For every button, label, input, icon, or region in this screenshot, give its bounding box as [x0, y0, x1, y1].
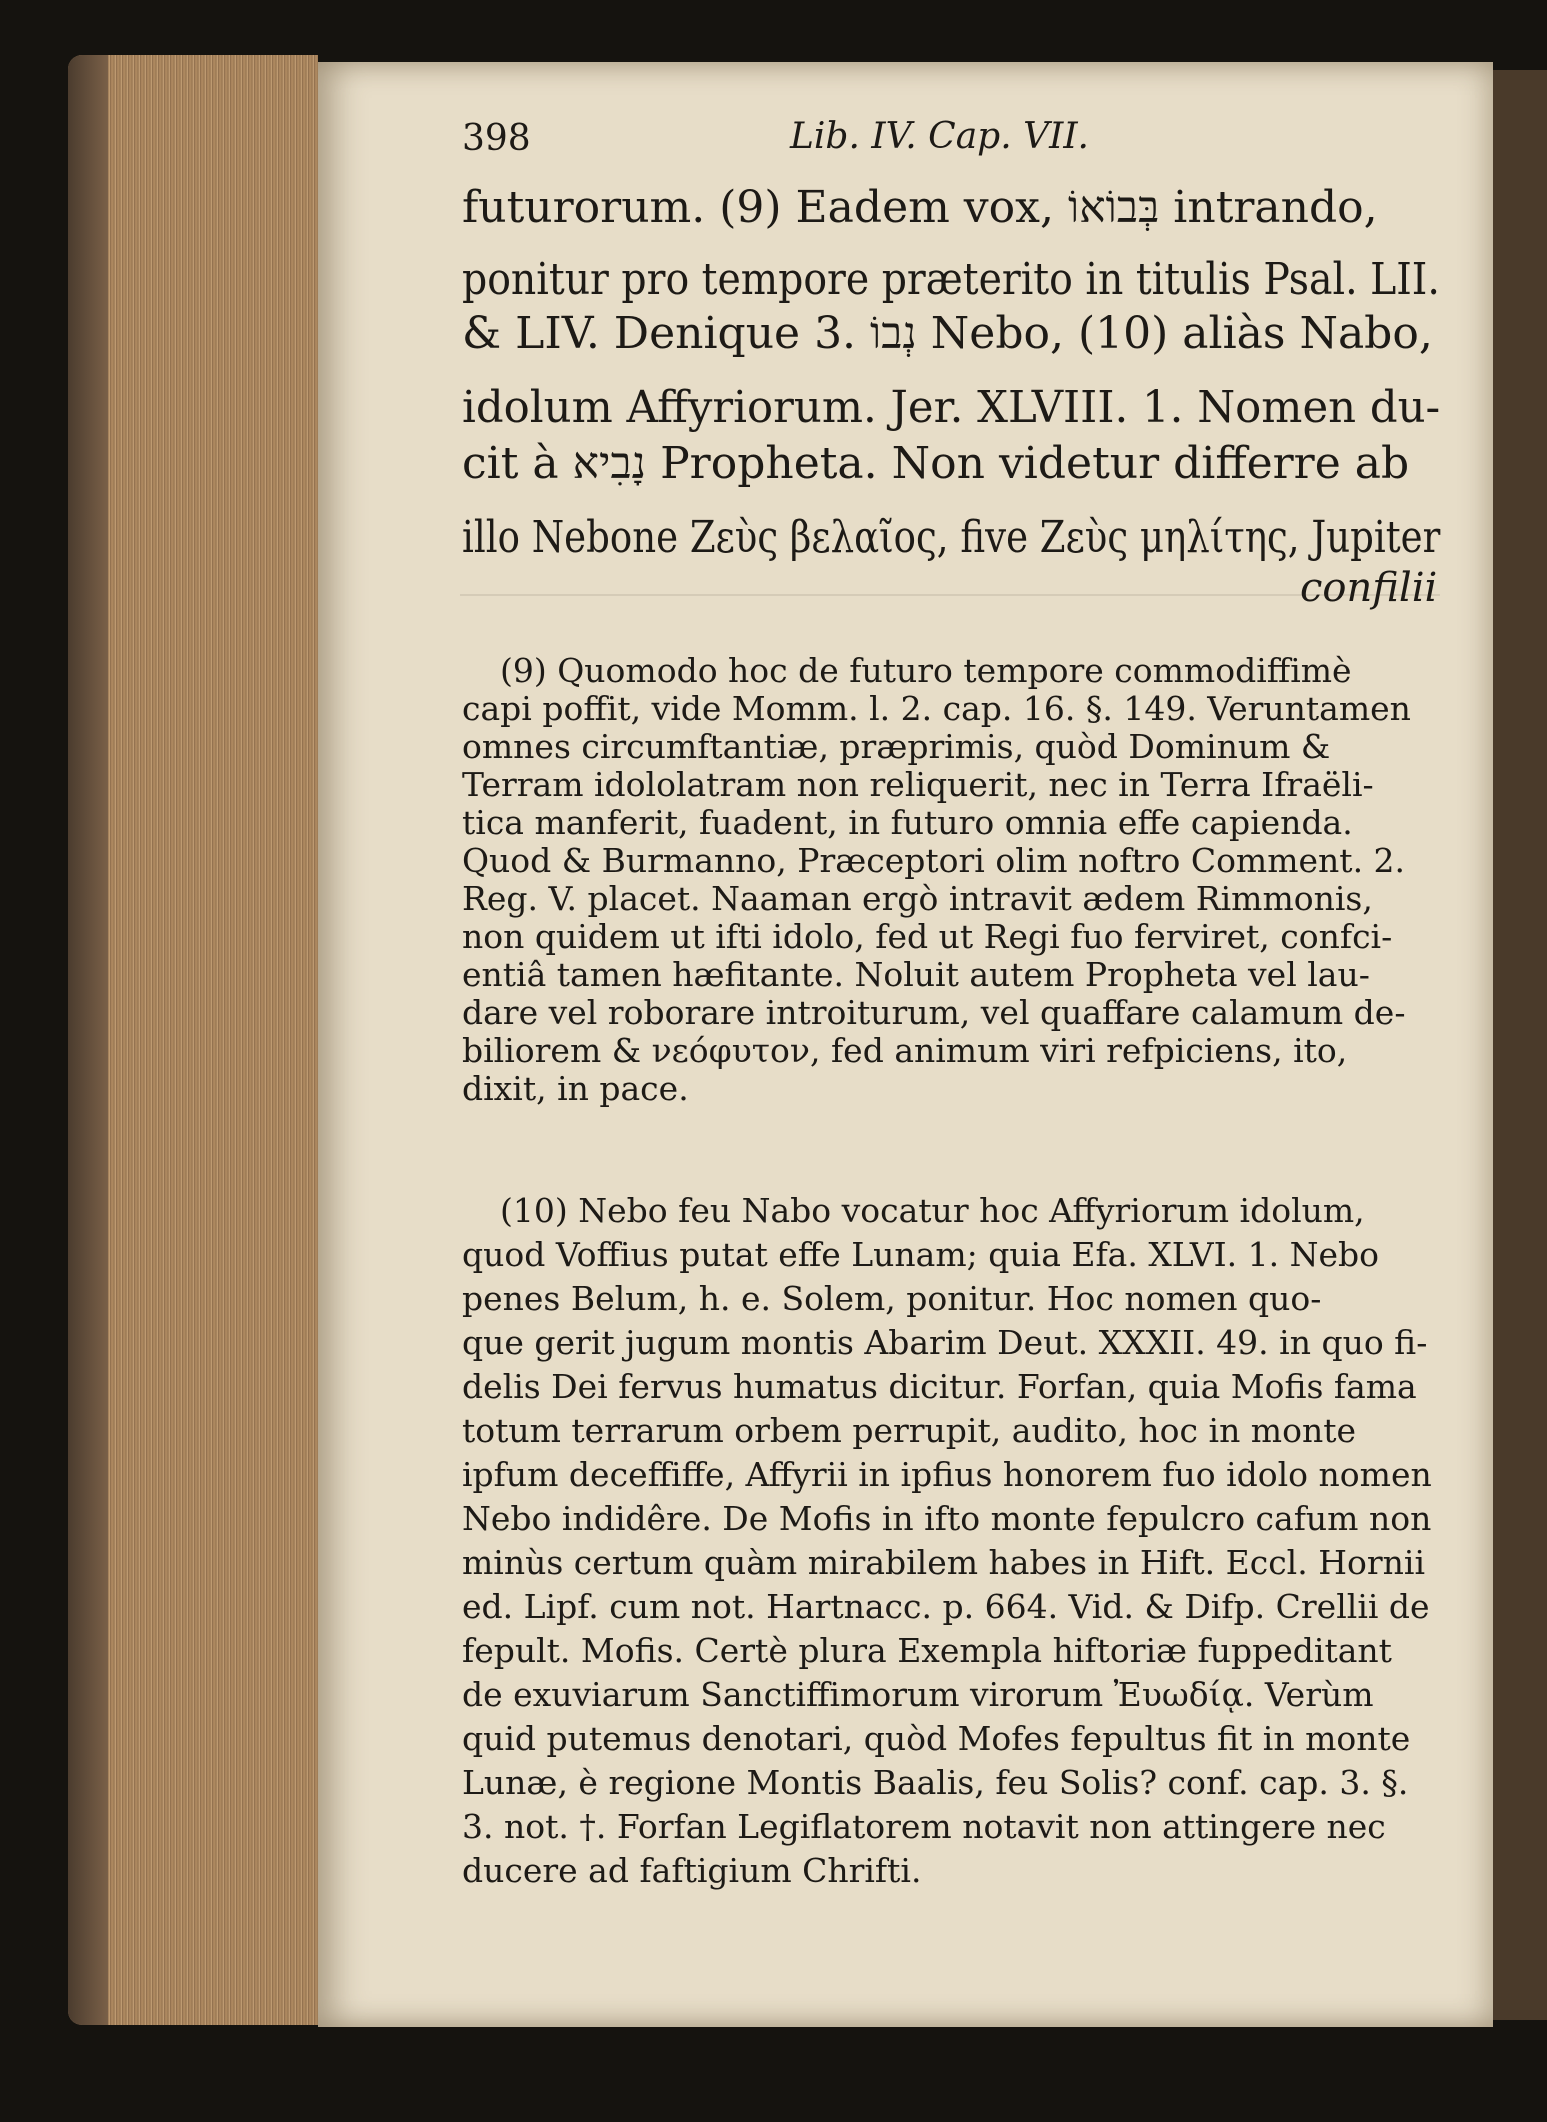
- main-line: idolum Affyriorum. Jer. XLVIII. 1. Nomen du-: [462, 382, 1441, 433]
- note-line: tica manferit, fuadent, in futuro omnia effe capienda.: [462, 803, 1353, 842]
- note-line: quod Voffius putat effe Lunam; quia Efa. XLVI. 1. Nebo: [462, 1235, 1380, 1274]
- note-line: Lunæ, è regione Montis Baalis, feu Solis? conf. cap. 3. §.: [462, 1763, 1409, 1802]
- note-line: dare vel roborare introiturum, vel quaffare calamum de-: [462, 993, 1406, 1032]
- note-line: penes Belum, h. e. Solem, ponitur. Hoc nomen quo-: [462, 1279, 1322, 1318]
- page-number: 398: [462, 118, 531, 159]
- main-line: ponitur pro tempore præterito in titulis Psal. LII.: [462, 254, 1440, 305]
- book-cover-edge: [1490, 70, 1547, 2020]
- note-line: biliorem & νεόφυτον, fed animum viri refpiciens, ito,: [462, 1031, 1348, 1070]
- note-line: quid putemus denotari, quòd Mofes fepultus fit in monte: [462, 1719, 1411, 1758]
- note-line: ed. Lipf. cum not. Hartnacc. p. 664. Vid. & Difp. Crellii de: [462, 1587, 1430, 1626]
- note-line: Reg. V. placet. Naaman ergò intravit ædem Rimmonis,: [462, 879, 1373, 918]
- note-line: non quidem ut ifti idolo, fed ut Regi fuo ferviret, confci-: [462, 917, 1393, 956]
- main-line: & LIV. Denique 3. נְבוֹ Nebo, (10) aliàs Nabo,: [462, 308, 1433, 359]
- note-line: minùs certum quàm mirabilem habes in Hift. Eccl. Hornii: [462, 1543, 1425, 1582]
- note-line: (10) Nebo feu Nabo vocatur hoc Affyriorum idolum,: [500, 1191, 1365, 1230]
- note-line: dixit, in pace.: [462, 1069, 689, 1108]
- note-line: Terram idololatram non reliquerit, nec in Terra Ifraëli-: [462, 765, 1374, 804]
- note-line: entiâ tamen hæfitante. Noluit autem Propheta vel lau-: [462, 955, 1370, 994]
- main-line: futurorum. (9) Eadem vox, בְּבוֹאוֹ intrando,: [462, 182, 1378, 233]
- note-line: ipfum deceffiffe, Affyrii in ipfius honorem fuo idolo nomen: [462, 1455, 1432, 1494]
- note-line: (9) Quomodo hoc de futuro tempore commodiffimè: [500, 651, 1352, 690]
- note-line: fepult. Mofis. Certè plura Exempla hiftoriæ fuppeditant: [462, 1631, 1392, 1670]
- main-line: illo Nebone Ζεὺς βελαῖος, five Ζεὺς μηλίτης, Jupiter: [462, 512, 1441, 563]
- book-page-edges: [68, 55, 318, 2025]
- note-line: delis Dei fervus humatus dicitur. Forfan, quia Mofis fama: [462, 1367, 1417, 1406]
- note-line: capi poffit, vide Momm. l. 2. cap. 16. §. 149. Veruntamen: [462, 689, 1411, 728]
- note-line: que gerit jugum montis Abarim Deut. XXXII. 49. in quo fi-: [462, 1323, 1428, 1362]
- note-line: de exuviarum Sanctiffimorum virorum Ἐυωδίᾳ. Verùm: [462, 1675, 1374, 1714]
- note-line: totum terrarum orbem perrupit, audito, hoc in monte: [462, 1411, 1357, 1450]
- main-line: cit à נָבִיא Propheta. Non videtur differre ab: [462, 438, 1410, 489]
- note-line: omnes circumftantiæ, præprimis, quòd Dominum &: [462, 727, 1331, 766]
- note-line: 3. not. †. Forfan Legiflatorem notavit non attingere nec: [462, 1807, 1386, 1846]
- note-line: ducere ad faftigium Chrifti.: [462, 1851, 922, 1890]
- note-line: Nebo indidêre. De Mofis in ifto monte fepulcro cafum non: [462, 1499, 1432, 1538]
- footnote-divider: [460, 594, 1440, 596]
- running-head: Lib. IV. Cap. VII.: [790, 116, 1089, 157]
- catchword: confilii: [1300, 565, 1438, 611]
- note-line: Quod & Burmanno, Præceptori olim noftro Comment. 2.: [462, 841, 1406, 880]
